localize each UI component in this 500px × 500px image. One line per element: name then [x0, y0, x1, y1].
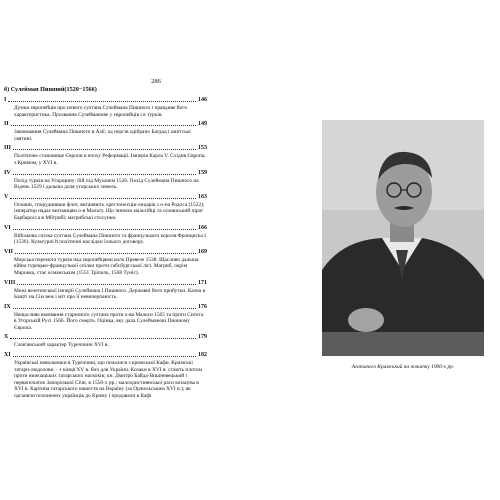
- chapter-heading: [4, 120, 207, 128]
- chapter-summary: Слов'янський характер Туреччини XVI в.: [14, 342, 109, 349]
- chapter-page: 171: [198, 279, 207, 286]
- page-number: 286: [151, 78, 161, 85]
- dot-leader: [10, 197, 196, 199]
- dot-leader: [11, 124, 196, 126]
- chapter-number: I: [4, 97, 7, 103]
- chapter-page: 179: [198, 334, 207, 341]
- chapter-number: VII: [4, 248, 14, 255]
- chapter-summary: Нещасливе вoювання старезного султана проти о-ва Мальти 1565 та проти Сигота в Угорській Русі 1566. Його смерть. Оцінка, яку дала Сулейманові Пишному Європа.: [14, 311, 204, 331]
- chapter-heading: [4, 144, 207, 152]
- chapter-summary: Завоювання Сулеймана Пишного в Азії; од персів одібрано Багдад і шиїтські святині.: [14, 129, 191, 142]
- chapter-page: 182: [198, 352, 207, 359]
- chapter-number: V: [4, 193, 9, 200]
- chapter-number: XI: [4, 352, 11, 359]
- chapter-page: 149: [198, 121, 207, 128]
- chapter-page: 166: [198, 224, 207, 231]
- chapter-number: IV: [4, 169, 11, 176]
- chapter-number: X: [4, 334, 9, 341]
- chapter-number: IX: [4, 303, 11, 310]
- chapter-list: [4, 96, 207, 400]
- chapter-summary: Українські невольники в Туреччині, що почалися з кримської Кафи. Кримські татари-людолови − з кінця XV в. бич для України. Козаки в XVI в. стають плотом проти нижчацьких татарських наскоків; кн. Дмитро Байда-Вишневецький і первопочаток Запорозької Січи, в 1550-х рр.; малохристиянської раси козацтва в XVI в. Картина татарського нашестя на Вкраїну (за Оржельським XVI в.); як одганяли полонених українців до Криму і продавали в Кафі: [14, 360, 202, 400]
- chapter-heading: [4, 279, 207, 287]
- dot-leader: [13, 355, 196, 357]
- chapter-summary: Османи, споруднивши флот, виганяють хрестоносців-лицарів з о-на Родоса (1522); імператор надає вигнанцям о-в Мальту. Що чинили мальтійці та османський пірат Барбаросса в Мбгрибі; магрибські стосунки.: [14, 201, 205, 221]
- chapter-heading: [4, 193, 207, 201]
- chapter-summary: Політичне становище Європи в епоху Реформації. Імперія Карла V. Східня Європа, з Кримом, у XVI в.: [14, 153, 206, 166]
- chapter-heading: [4, 96, 207, 104]
- chapter-heading: [4, 169, 207, 177]
- chapter-number: VIII: [4, 279, 16, 286]
- chapter-heading: [4, 303, 207, 311]
- section-heading: б) Сулейман Пишний(1520−1566): [4, 86, 97, 93]
- chapter-summary: Межі велетенської імперії Сулеймана І Пишного. Державні його прибутки. Казна в Бащті на Сім веж і міт про її невичерпаність.: [14, 287, 206, 301]
- photo-caption: Агатангел Кримський на початку 1900-х рр.: [351, 364, 455, 370]
- chapter-number: VI: [4, 224, 11, 231]
- chapter-page: 146: [198, 97, 207, 103]
- dot-leader: [15, 252, 196, 254]
- chapter-heading: [4, 224, 207, 232]
- dot-leader: [10, 337, 196, 339]
- chapter-page: 153: [198, 145, 207, 152]
- portrait-illustration: [322, 120, 484, 356]
- dot-leader: [8, 100, 196, 102]
- dot-leader: [13, 148, 196, 150]
- chapter-page: 176: [198, 303, 207, 310]
- chapter-heading: [4, 333, 207, 341]
- chapter-heading: [4, 351, 207, 359]
- chapter-page: 169: [198, 248, 207, 255]
- chapter-summary: Морська перемога турків над європейцями коло Превезе 1538. Щасливо дальша війна турецько-французької спілки проти габсбургської лігі. Магриб, окрім Марокка, стає османським (1551 Тріполь, 1568 Туніс).: [14, 256, 199, 276]
- chapter-summary: Похід турків на Угорщину: бій під Мухачем 1526. Похід Сулеймана Пишного на Відень 1529 і дальша доля угорських земель.: [14, 177, 199, 191]
- dot-leader: [17, 283, 196, 285]
- dot-leader: [13, 307, 196, 309]
- chapter-page: 159: [198, 169, 207, 176]
- chapter-summary: Військова спілка султана Сулеймана Пишного та французького короля Франциска I (1536). Культурні й політичні наслідки їхнього договору.: [14, 232, 206, 246]
- chapter-heading: [4, 248, 207, 256]
- dot-leader: [13, 228, 196, 230]
- chapter-summary: Думки європейців про нового султана Сулеймана Пишного і правдиве його характеристика. Прозвання Сулейманове у європейців і в турків.: [14, 105, 188, 118]
- chapter-number: II: [4, 121, 9, 128]
- table-of-contents: [4, 86, 207, 402]
- chapter-number: III: [4, 145, 12, 152]
- portrait-photo: [322, 120, 484, 356]
- chapter-page: 163: [198, 193, 207, 200]
- dot-leader: [13, 173, 196, 175]
